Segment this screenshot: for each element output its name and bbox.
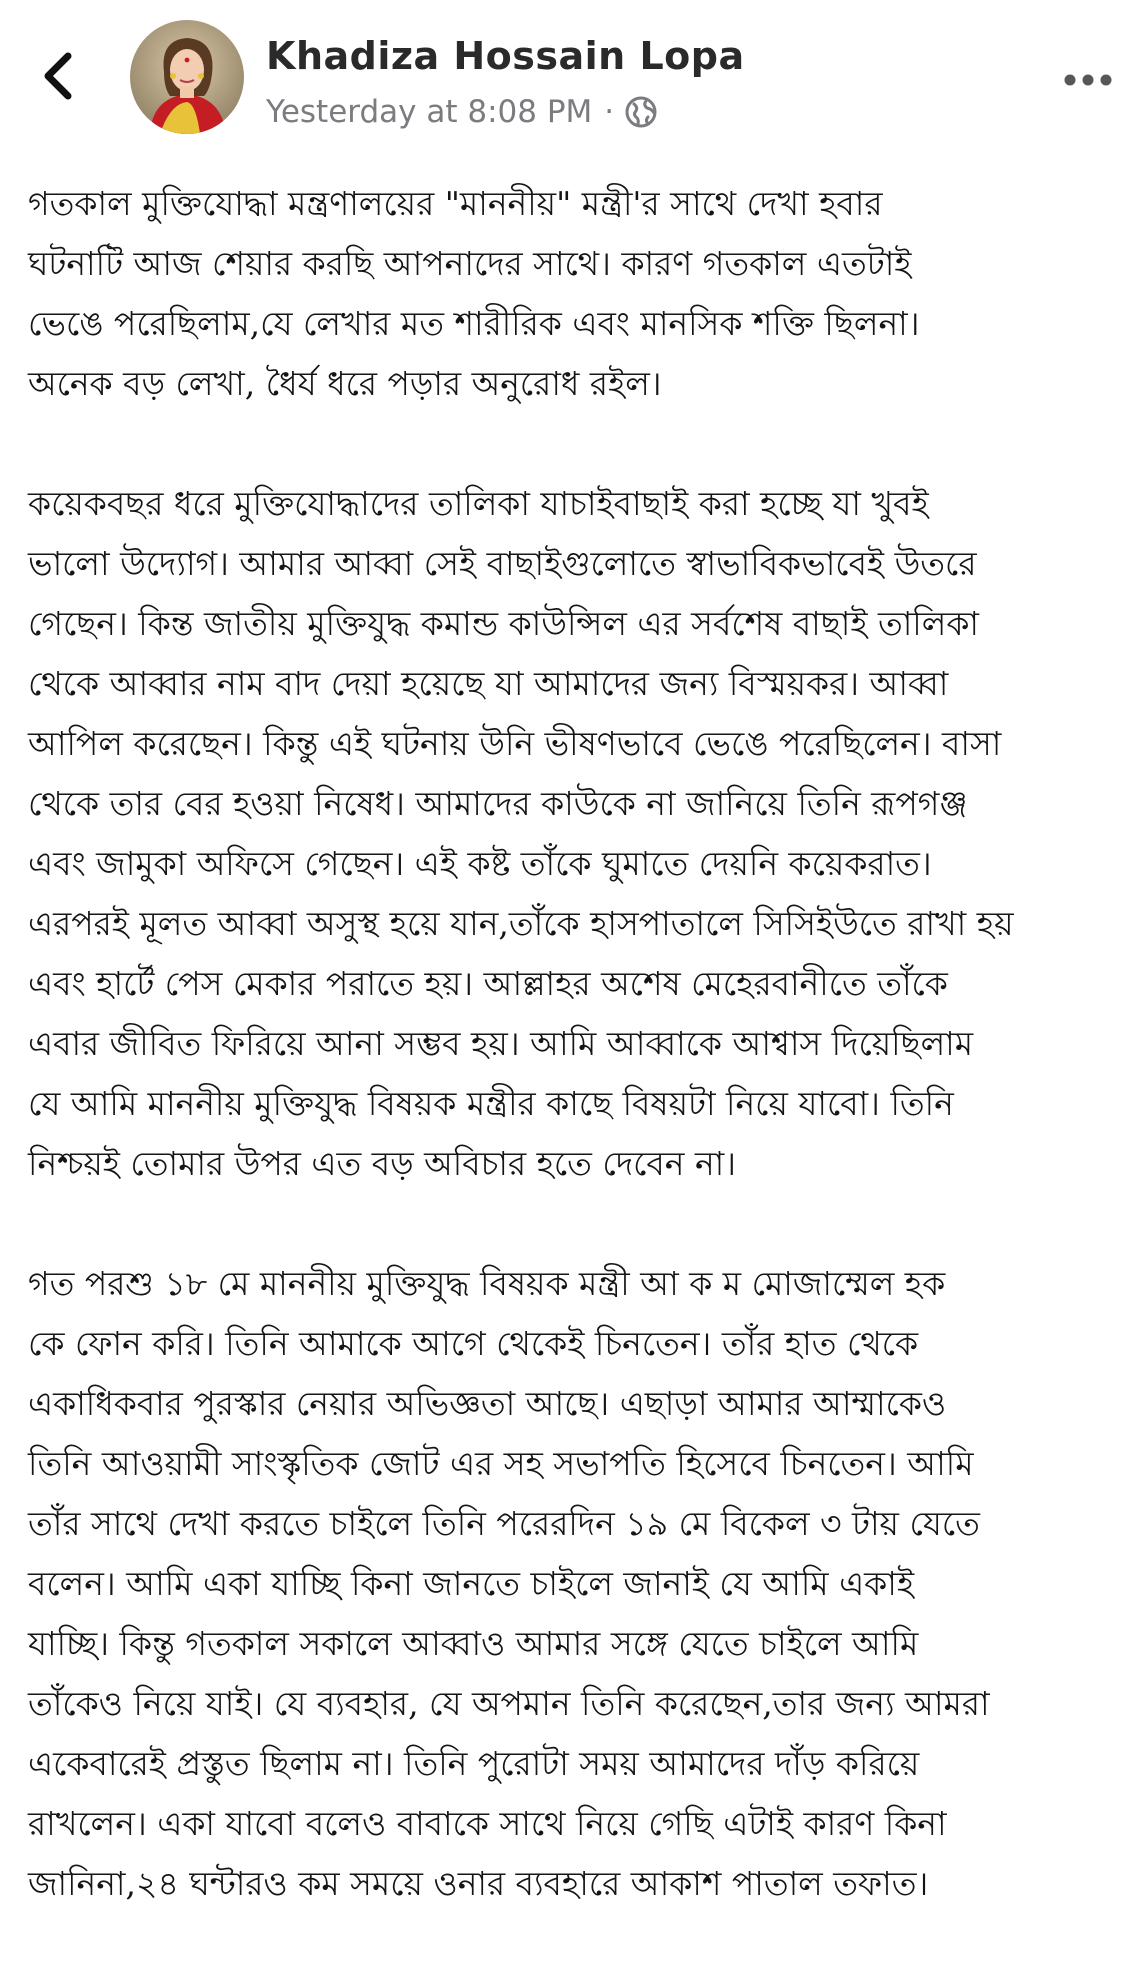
post-timestamp[interactable]: Yesterday at 8:08 PM xyxy=(266,94,593,130)
globe-icon[interactable] xyxy=(624,95,658,129)
profile-photo xyxy=(130,20,244,134)
post-body xyxy=(28,174,1128,1974)
avatar[interactable] xyxy=(130,20,244,134)
post-paragraph: গতকাল মুক্তিযোদ্ধা মন্ত্রণালয়ের "মাননীয়" মন্ত্রী'র সাথে দেখা হবার ঘটনাটি আজ শেয়ার করছি আপনাদের সাথে। কারণ গতকাল এতটাই ভেঙে পরেছিলাম,যে লেখার মত শারীরিক এবং মানসিক শক্তি ছিলনা। অনেক বড় লেখা, ধৈর্য ধরে পড়ার অনুরোধ রইল। xyxy=(28,184,920,403)
more-options-button[interactable] xyxy=(1060,60,1116,100)
back-button[interactable] xyxy=(36,46,86,106)
meta-separator: · xyxy=(604,94,615,130)
more-horizontal-icon xyxy=(1060,60,1116,100)
post-paragraph: গত পরশু ১৮ মে মাননীয় মুক্তিযুদ্ধ বিষয়ক মন্ত্রী আ ক ম মোজাম্মেল হক কে ফোন করি। তিনি আমাকে আগে থেকেই চিনতেন। তাঁর হাত থেকে একাধিকবার পুরস্কার নেয়ার অভিজ্ঞতা আছে। এছাড়া আমার আম্মাকেও তিনি আওয়ামী সাংস্কৃতিক জোট এর সহ সভাপতি হিসেবে চিনতেন। আমি তাঁর সাথে দেখা করতে চাইলে তিনি পরেরদিন ১৯ মে বিকেল ৩ টায় যেতে বলেন। আমি একা যাচ্ছি কিনা জানতে চাইলে জানাই যে আমি একাই যাচ্ছি। কিন্তু গতকাল সকালে আব্বাও আমার সঙ্গে যেতে চাইলে আমি তাঁকেও নিয়ে যাই। যে ব্যবহার, যে অপমান তিনি করেছেন,তার জন্য আমরা একেবারেই প্রস্তুত ছিলাম না। তিনি পুরোটা সময় আমাদের দাঁড় করিয়ে রাখলেন। একা যাবো বলেও বাবাকে সাথে নিয়ে গেছি এটাই কারণ কিনা জানিনা,২৪ ঘন্টারও কম সময়ে ওনার ব্যবহারে আকাশ পাতাল তফাত। xyxy=(28,1264,990,1903)
post-header xyxy=(0,0,1148,145)
author-name[interactable]: Khadiza Hossain Lopa xyxy=(266,34,745,78)
chevron-left-icon xyxy=(36,46,86,106)
post-paragraph: কয়েকবছর ধরে মুক্তিযোদ্ধাদের তালিকা যাচাইবাছাই করা হচ্ছে যা খুবই ভালো উদ্যোগ। আমার আব্বা সেই বাছাইগুলোতে স্বাভাবিকভাবেই উতরে গেছেন। কিন্ত জাতীয় মুক্তিযুদ্ধ কমান্ড কাউন্সিল এর সর্বশেষ বাছাই তালিকা থেকে আব্বার নাম বাদ দেয়া হয়েছে যা আমাদের জন্য বিস্ময়কর। আব্বা আপিল করেছেন। কিন্তু এই ঘটনায় উনি ভীষণভাবে ভেঙে পরেছিলেন। বাসা থেকে তার বের হওয়া নিষেধ। আমাদের কাউকে না জানিয়ে তিনি রূপগঞ্জ এবং জামুকা অফিসে গেছেন। এই কষ্ট তাঁকে ঘুমাতে দেয়নি কয়েকরাত। এরপরই মূলত আব্বা অসুস্থ হয়ে যান,তাঁকে হাসপাতালে সিসিইউতে রাখা হয় এবং হার্টে পেস মেকার পরাতে হয়। আল্লাহর অশেষ মেহেরবানীতে তাঁকে এবার জীবিত ফিরিয়ে আনা সম্ভব হয়। আমি আব্বাকে আশ্বাস দিয়েছিলাম যে আমি মাননীয় মুক্তিযুদ্ধ বিষয়ক মন্ত্রীর কাছে বিষয়টা নিয়ে যাবো। তিনি নিশ্চয়ই তোমার উপর এত বড় অবিচার হতে দেবেন না। xyxy=(28,484,1014,1183)
post-meta xyxy=(266,92,658,132)
